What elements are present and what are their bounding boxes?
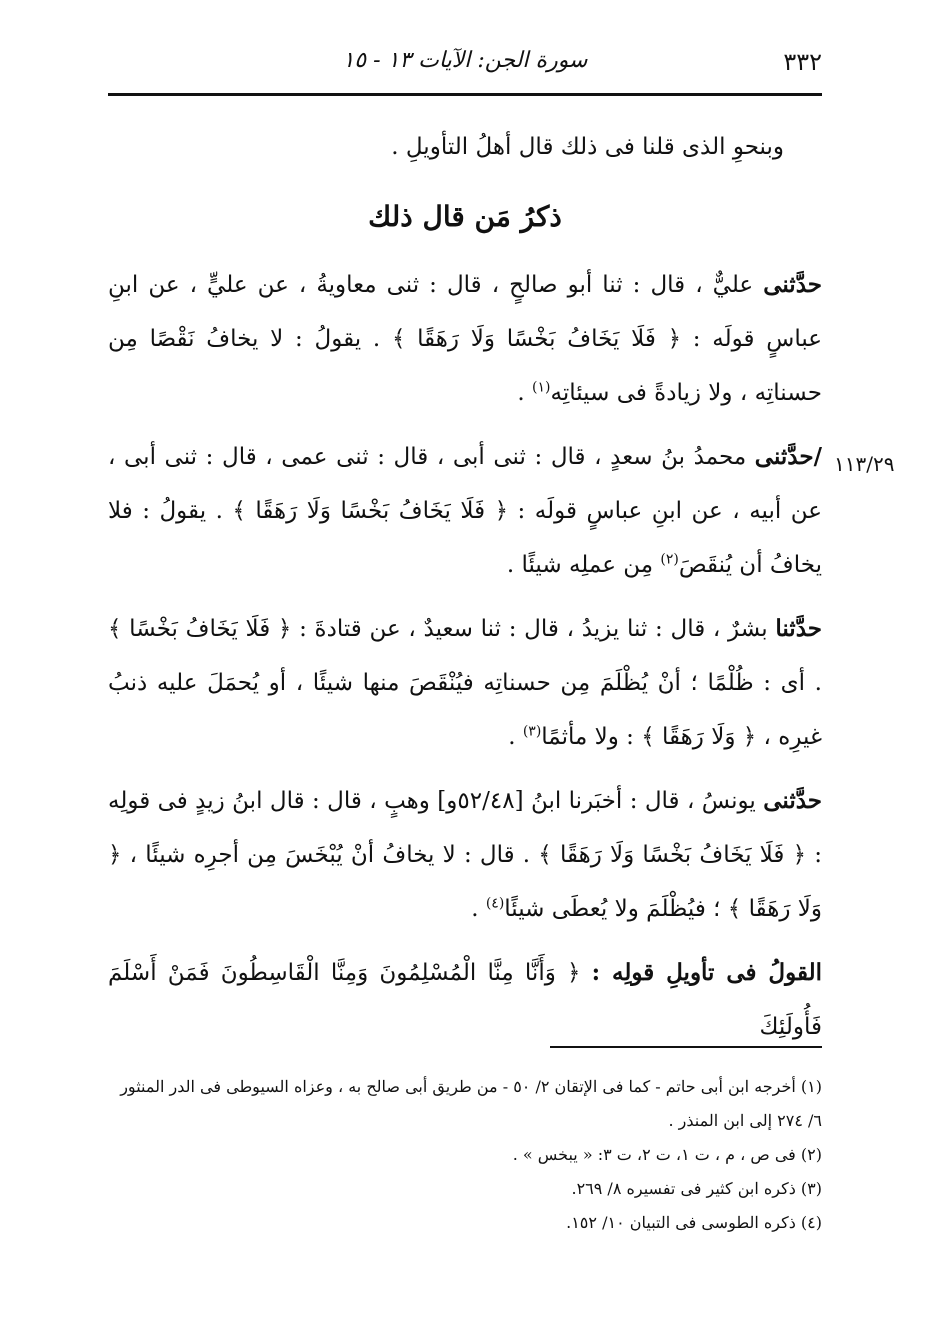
- quran-quote: ﴿ فَلَا يَخَافُ بَخْسًا وَلَا رَهَقًا ﴾: [391, 326, 682, 352]
- footnote-marker: (١): [532, 379, 551, 396]
- hadith-text: .: [508, 724, 523, 750]
- quran-quote: ﴿ وَأَنَّا مِنَّا الْمُسْلِمُونَ وَمِنَّا الْقَاسِطُونَ فَمَنْ أَسْلَمَ فَأُولَئِكَ: [108, 960, 822, 1040]
- hadith-text: يونسُ ، قال : أخبَرنا ابنُ [٥٢/٤٨و] وهبٍ ، قال : قال ابنُ زيدٍ فى قولِه :: [108, 788, 822, 868]
- quran-quote: ﴿ وَلَا رَهَقًا ﴾: [641, 724, 757, 750]
- hadith-text: محمدُ بنُ سعدٍ ، قال : ثنى أبى ، قال : ثنى عمى ، قال : ثنى أبى ، عن أبيه ، عن ابنِ عباسٍ قولَه :: [108, 444, 822, 524]
- hadith-text: مِن عملِه شيئًا .: [506, 552, 661, 578]
- intro-text: وبنحوِ الذى قلنا فى ذلك قال أهلُ التأويلِ .: [391, 134, 784, 160]
- quran-quote: ﴿ فَلَا يَخَافُ بَخْسًا وَلَا رَهَقًا ﴾: [538, 842, 807, 868]
- hadith-lead-word: حدَّثنى: [763, 787, 823, 814]
- footnote-3: (٣) ذكره ابن كثير فى تفسيره ٨/ ٢٦٩.: [571, 1179, 822, 1198]
- quran-quote: ﴿ فَلَا يَخَافُ بَخْسًا وَلَا رَهَقًا ﴾: [232, 498, 509, 524]
- section-lead-phrase: القولُ فى تأويلِ قولِه :: [591, 959, 822, 986]
- footnote-2: (٢) فى ص ، م ، ت ١، ت ٢، ت ٣: « يبخس » .: [512, 1145, 822, 1164]
- footnote-4: (٤) ذكره الطوسى فى التبيان ١٠/ ١٥٢.: [566, 1213, 822, 1232]
- hadith-text: : ولا مأثمًا: [541, 724, 642, 750]
- paragraph-hadith-1: [108, 258, 822, 420]
- paragraph-hadith-2: [108, 430, 822, 592]
- page-header: [108, 40, 822, 88]
- page-number: ٣٣٢: [783, 48, 822, 76]
- section-heading: ذكرُ مَن قال ذلك: [368, 200, 562, 233]
- footnote-marker: (٤): [485, 895, 505, 912]
- header-rule: [108, 93, 822, 96]
- footnote-1: (١) أخرجه ابن أبى حاتم - كما فى الإتقان ٢/ ٥٠ - من طريق أبى صالح به ، وعزاه السيوطى فى الدر المنثور ٦/ ٢٧٤ إلى ابن المنذر .: [120, 1077, 822, 1130]
- hadith-text: .: [517, 380, 533, 406]
- hadith-lead-word: /حدَّثنى: [754, 443, 822, 470]
- paragraph-hadith-3: [108, 602, 822, 764]
- manuscript-margin-reference: ١١٣/٢٩: [834, 452, 895, 476]
- paragraph-next-section: [108, 946, 822, 1054]
- hadith-text: . أى : ظُلْمًا ؛ أنْ يُظْلَمَ مِن حسناتِه فيُنْقَصَ منها شيئًا ، أو يُحمَلَ عليه ذنبُ غيرِه ،: [108, 670, 822, 750]
- hadith-text: بشرٌ ، قال : ثنا يزيدُ ، قال : ثنا سعيدٌ ، عن قتادةَ :: [291, 616, 776, 642]
- footnotes: [108, 1070, 822, 1240]
- footnote-separator: [550, 1046, 822, 1048]
- hadith-text: . يقولُ : لا يخافُ نَقْصًا مِن حسناتِه ، ولا زيادةً فى سيئاتِه: [108, 326, 822, 406]
- footnote-marker: (٢): [660, 551, 679, 568]
- hadith-text: عليٌّ ، قال : ثنا أبو صالحٍ ، قال : ثنى معاويةُ ، عن عليٍّ ، عن ابنِ عباسٍ قولَه :: [108, 272, 822, 352]
- paragraph-intro: [108, 120, 822, 174]
- hadith-text: ؛ فيُظْلَمَ ولا يُعطَى شيئًا: [504, 896, 728, 922]
- main-text: [108, 120, 822, 1064]
- hadith-text: .: [471, 896, 486, 922]
- running-title: سورة الجن: الآيات ١٣ - ١٥: [342, 48, 588, 73]
- hadith-lead-word: حدَّثنى: [763, 271, 822, 298]
- hadith-lead-word: حدَّثنا: [775, 615, 822, 642]
- paragraph-hadith-4: [108, 774, 822, 936]
- hadith-text: . قال : لا يخافُ أنْ يُبْخَسَ مِن أجرِه شيئًا ،: [121, 842, 539, 868]
- quran-quote: ﴿ وَلَا رَهَقًا ﴾: [108, 842, 822, 922]
- footnote-marker: (٣): [522, 723, 542, 740]
- quran-quote: ﴿ فَلَا يَخَافُ بَخْسًا ﴾: [108, 616, 292, 642]
- hadith-text: . يقولُ : فلا يخافُ أن يُنقَصَ: [108, 498, 822, 578]
